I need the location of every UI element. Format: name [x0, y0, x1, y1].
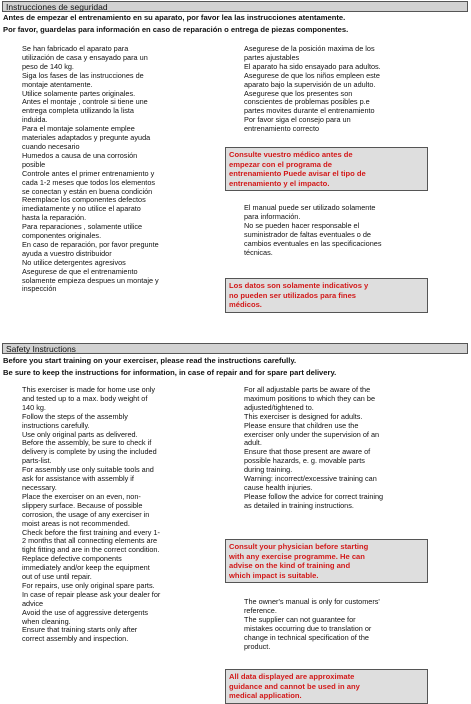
section-header-es: Instrucciones de seguridad: [2, 1, 468, 12]
text-line: mistakes occurring due to translation or: [244, 623, 372, 633]
text-line: Utilice solamente partes originales.: [22, 88, 136, 98]
text-line: Antes el montaje , controle si tiene une: [22, 97, 148, 107]
intro-en: [3, 355, 469, 379]
text-line: cause health injuries.: [244, 482, 313, 492]
es-right-column-top: [244, 45, 381, 134]
text-line: For repairs, use only original spare parts.: [22, 580, 155, 590]
es-left-column: [22, 45, 159, 294]
text-line: 2 months that all connecting elements are: [22, 536, 158, 546]
warning-line: All data displayed are approximate: [229, 672, 355, 681]
warning-box-physician-en: [225, 539, 428, 583]
text-line: Warning: incorrect/excessive training can: [244, 474, 377, 484]
text-line: materiales adaptados y pregunte ayuda: [22, 133, 151, 143]
text-line: conscientes de problemas posibles p.e: [244, 97, 370, 107]
text-line: 140 kg.: [22, 402, 46, 412]
intro-line: Antes de empezar el entrenamiento en su aparato, por favor lea las instrucciones atentamente.: [3, 13, 346, 22]
text-line: Para reparaciones , solamente utilice: [22, 222, 143, 232]
text-line: para información.: [244, 211, 301, 221]
text-line: advice: [22, 598, 44, 608]
text-line: change in technical specification of the: [244, 632, 369, 642]
text-line: Please follow the advice for correct training: [244, 491, 384, 501]
warning-box-data-es: [225, 278, 428, 313]
text-line: adjusted/tightened to.: [244, 402, 314, 412]
text-line: parts-list.: [22, 456, 52, 466]
text-line: Reemplace los componentes defectos: [22, 195, 146, 205]
warning-line: empezar con el programa de: [229, 159, 332, 169]
warning-line: entrenamiento Puede avisar el tipo de: [229, 169, 366, 179]
warning-line: entrenamiento y el impacto.: [229, 178, 330, 188]
text-line: El aparato ha sido ensayado para adultos.: [244, 61, 381, 71]
text-line: Asegurese de que los niños empleen este: [244, 70, 380, 80]
text-line: delivery is complete by using the included: [22, 447, 157, 457]
text-line: componentes originales.: [22, 231, 102, 241]
text-line: Use only original parts as delivered.: [22, 429, 138, 439]
text-line: peso de 140 kg.: [22, 61, 74, 71]
section-header-en: Safety Instructions: [2, 343, 468, 354]
intro-line: Por favor, guardelas para información en caso de reparación o entrega de piezas componentes.: [3, 25, 349, 34]
text-line: entrenamiento correcto: [244, 124, 320, 134]
warning-line: no pueden ser utilizados para fines: [229, 290, 357, 300]
text-line: Avoid the use of aggressive detergents: [22, 607, 149, 617]
text-line: Ensure that those present are aware of: [244, 447, 371, 457]
text-line: cuando necesario: [22, 141, 80, 151]
text-line: This exerciser is made for home use only: [22, 385, 156, 394]
text-line: inspección: [22, 284, 57, 294]
text-line: exerciser only under the supervision of an: [244, 429, 380, 439]
text-line: partes movites durante el entrenamiento: [244, 106, 375, 116]
text-line: Place the exerciser on an even, non-: [22, 491, 141, 501]
warning-line: Consult your physician before starting: [229, 542, 369, 551]
text-line: montaje atentamente.: [22, 79, 93, 89]
text-line: Asegurese que los presentes son: [244, 88, 353, 98]
text-line: Se han fabricado el aparato para: [22, 44, 129, 53]
warning-box-data-en: [225, 669, 428, 704]
warning-line: médicos.: [229, 300, 262, 310]
text-line: aparato bajo la supervisión de un adulto.: [244, 79, 376, 89]
text-line: Replace defective components: [22, 554, 122, 564]
text-line: utilización de casa y ensayado para un: [22, 52, 148, 62]
text-line: Asegurese de que el entrenamiento: [22, 266, 138, 276]
text-line: Please ensure that children use the: [244, 420, 359, 430]
text-line: En caso de reparación, por favor pregunte: [22, 239, 159, 249]
text-line: partes ajustables: [244, 52, 300, 62]
text-line: For assembly use only suitable tools and: [22, 465, 154, 475]
text-line: No utilice detergentes agresivos: [22, 257, 126, 267]
text-line: ayuda a vuestro distribuidor: [22, 248, 112, 258]
text-line: Asegurese de la posición maxima de los: [244, 44, 375, 53]
en-left-column: [22, 386, 160, 644]
en-right-column-top: [244, 386, 383, 511]
text-line: posible: [22, 159, 46, 169]
text-line: se conectan y están en buena condición: [22, 186, 153, 196]
text-line: slippery surface. Because of possible: [22, 500, 143, 510]
text-line: ask for assistance with assembly if: [22, 474, 134, 484]
text-line: Para el montaje solamente emplee: [22, 124, 135, 134]
text-line: out of use until repair.: [22, 572, 92, 582]
warning-line: Consulte vuestro médico antes de: [229, 150, 353, 159]
text-line: No se pueden hacer responsable el: [244, 220, 360, 230]
text-line: cada 1-2 meses que todos los elementos: [22, 177, 156, 187]
warning-line: with any exercise programme. He can: [229, 551, 365, 561]
text-line: Siga los fases de las instrucciones de: [22, 70, 144, 80]
text-line: hasta la reparación.: [22, 213, 87, 223]
text-line: maximum positions to which they can be: [244, 393, 375, 403]
text-line: and tested up to a max. body weight of: [22, 393, 148, 403]
text-line: corrosion, the usage of any exerciser in: [22, 509, 150, 519]
intro-line: Before you start training on your exerciser, please read the instructions carefully.: [3, 356, 297, 365]
text-line: Before the assembly, be sure to check if: [22, 438, 152, 448]
text-line: solamente empieza despues un montaje y: [22, 275, 159, 285]
text-line: In case of repair please ask your dealer for: [22, 589, 161, 599]
text-line: entrega completa utilizando la lista: [22, 106, 134, 116]
text-line: Por favor siga el consejo para un: [244, 115, 351, 125]
text-line: Check before the first training and every 1-: [22, 527, 160, 537]
intro-es: [3, 12, 469, 36]
text-line: The supplier can not guarantee for: [244, 614, 356, 624]
warning-line: guidance and cannot be used in any: [229, 681, 360, 691]
text-line: Controle antes el primer entrenamiento y: [22, 168, 155, 178]
text-line: induida.: [22, 115, 48, 125]
text-line: during training.: [244, 465, 293, 475]
text-line: El manual puede ser utilizado solamente: [244, 203, 376, 212]
text-line: For all adjustable parts be aware of the: [244, 385, 371, 394]
text-line: when cleaning.: [22, 616, 71, 626]
text-line: The owner's manual is only for customers': [244, 597, 380, 606]
warning-box-physician-es: [225, 147, 428, 191]
text-line: imediatamente y no utilice el aparato: [22, 204, 141, 214]
text-line: necessary.: [22, 482, 57, 492]
text-line: Ensure that training starts only after: [22, 625, 138, 635]
text-line: immediately and/or keep the equipment: [22, 563, 150, 573]
warning-line: advise on the kind of training and: [229, 561, 351, 571]
text-line: This exerciser is designed for adults.: [244, 411, 363, 421]
text-line: Humedos a causa de una corrosión: [22, 150, 138, 160]
warning-line: Los datos son solamente indicativos y: [229, 281, 369, 290]
intro-line: Be sure to keep the instructions for information, in case of repair and for spare part delivery.: [3, 368, 337, 377]
text-line: correct assembly and inspection.: [22, 634, 129, 644]
text-line: instructions carefully.: [22, 420, 90, 430]
text-line: reference.: [244, 605, 277, 615]
warning-line: medical application.: [229, 691, 302, 701]
text-line: possible hazards, e. g. movable parts: [244, 456, 365, 466]
text-line: as detailed in training instructions.: [244, 500, 354, 510]
text-line: adult.: [244, 438, 262, 448]
warning-line: which impact is suitable.: [229, 570, 319, 580]
text-line: product.: [244, 641, 271, 651]
text-line: Follow the steps of the assembly: [22, 411, 128, 421]
en-right-column-mid: [244, 598, 380, 651]
text-line: suministrador de faltas eventuales o de: [244, 229, 371, 239]
text-line: técnicas.: [244, 247, 273, 257]
text-line: moist areas is not recommended.: [22, 518, 130, 528]
text-line: cambios eventuales en las specificaciones: [244, 238, 382, 248]
es-right-column-mid: [244, 204, 382, 257]
text-line: tight fitting and are in the correct condition.: [22, 545, 160, 555]
